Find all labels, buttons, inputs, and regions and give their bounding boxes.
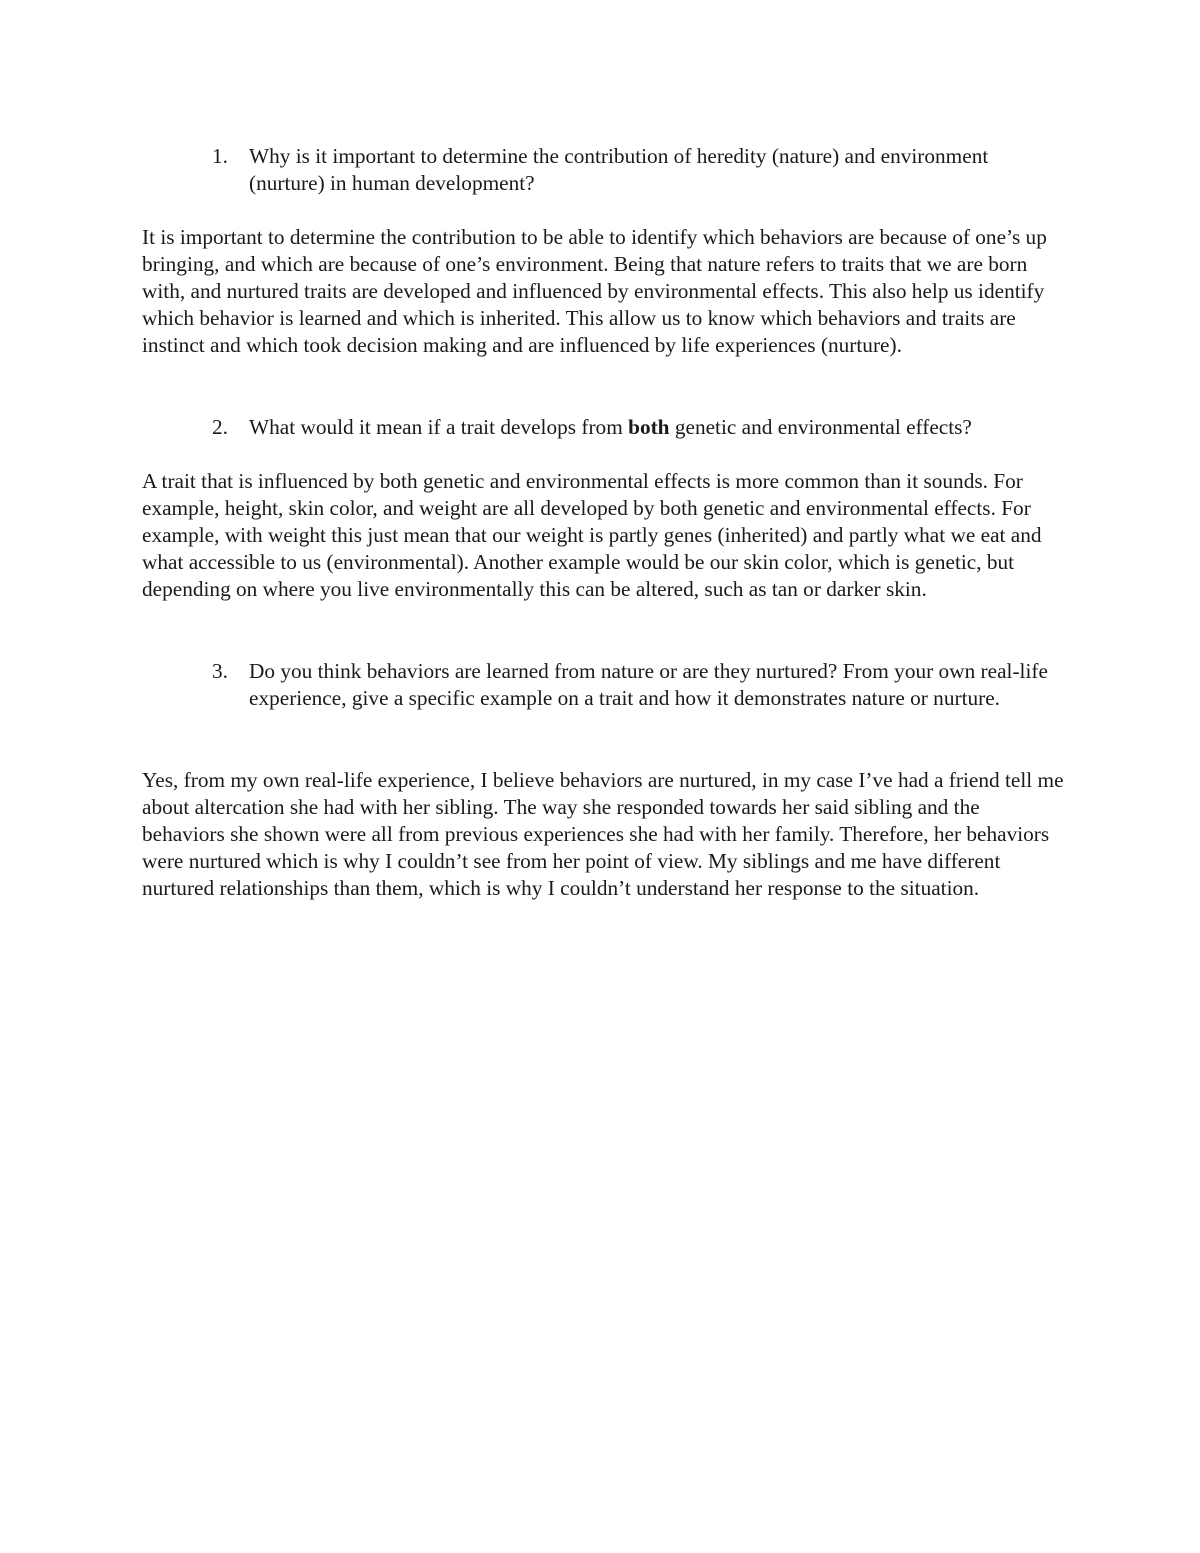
answer-1: It is important to determine the contribution to be able to identify which behaviors are because of one’s up bringing, and which are because of one’s environment. Being that nature refers to traits that we are born with, and nurtured traits are developed and influenced by environmental effects. This also help us identify which behavior is learned and which is inherited. This allow us to know which behaviors and traits are instinct and which took decision making and are influenced by life experiences (nurture). <box>142 225 1047 357</box>
question-1 <box>212 143 1062 197</box>
question-2 <box>212 414 1062 441</box>
question-number: 3. <box>212 659 228 683</box>
question-number: 1. <box>212 144 228 168</box>
question-text: Why is it important to determine the contribution of heredity (nature) and environment (nurture) in human development? <box>249 144 989 195</box>
question-number: 2. <box>212 415 228 439</box>
question-text-end: genetic and environmental effects? <box>669 415 972 439</box>
answer-3: Yes, from my own real-life experience, I believe behaviors are nurtured, in my case I’ve had a friend tell me about altercation she had with her sibling. The way she responded towards her said sibling and the behaviors she shown were all from previous experiences she had with her family. Therefore, her behaviors were nurtured which is why I couldn’t see from her point of view. My siblings and me have different nurtured relationships than them, which is why I couldn’t understand her response to the situation. <box>142 768 1064 900</box>
question-text-emphasis: both <box>628 415 670 439</box>
question-text-start: What would it mean if a trait develops from <box>249 415 629 439</box>
question-3 <box>212 658 1062 712</box>
question-text <box>249 414 1062 441</box>
answer-2: A trait that is influenced by both genetic and environmental effects is more common than it sounds. For example, height, skin color, and weight are all developed by both genetic and environmental effects. For example, with weight this just mean that our weight is partly genes (inherited) and partly what we eat and what accessible to us (environmental). Another example would be our skin color, which is genetic, but depending on where you live environmentally this can be altered, such as tan or darker skin. <box>142 469 1042 601</box>
question-text: Do you think behaviors are learned from nature or are they nurtured? From your own real-life experience, give a specific example on a trait and how it demonstrates nature or nurture. <box>249 659 1048 710</box>
